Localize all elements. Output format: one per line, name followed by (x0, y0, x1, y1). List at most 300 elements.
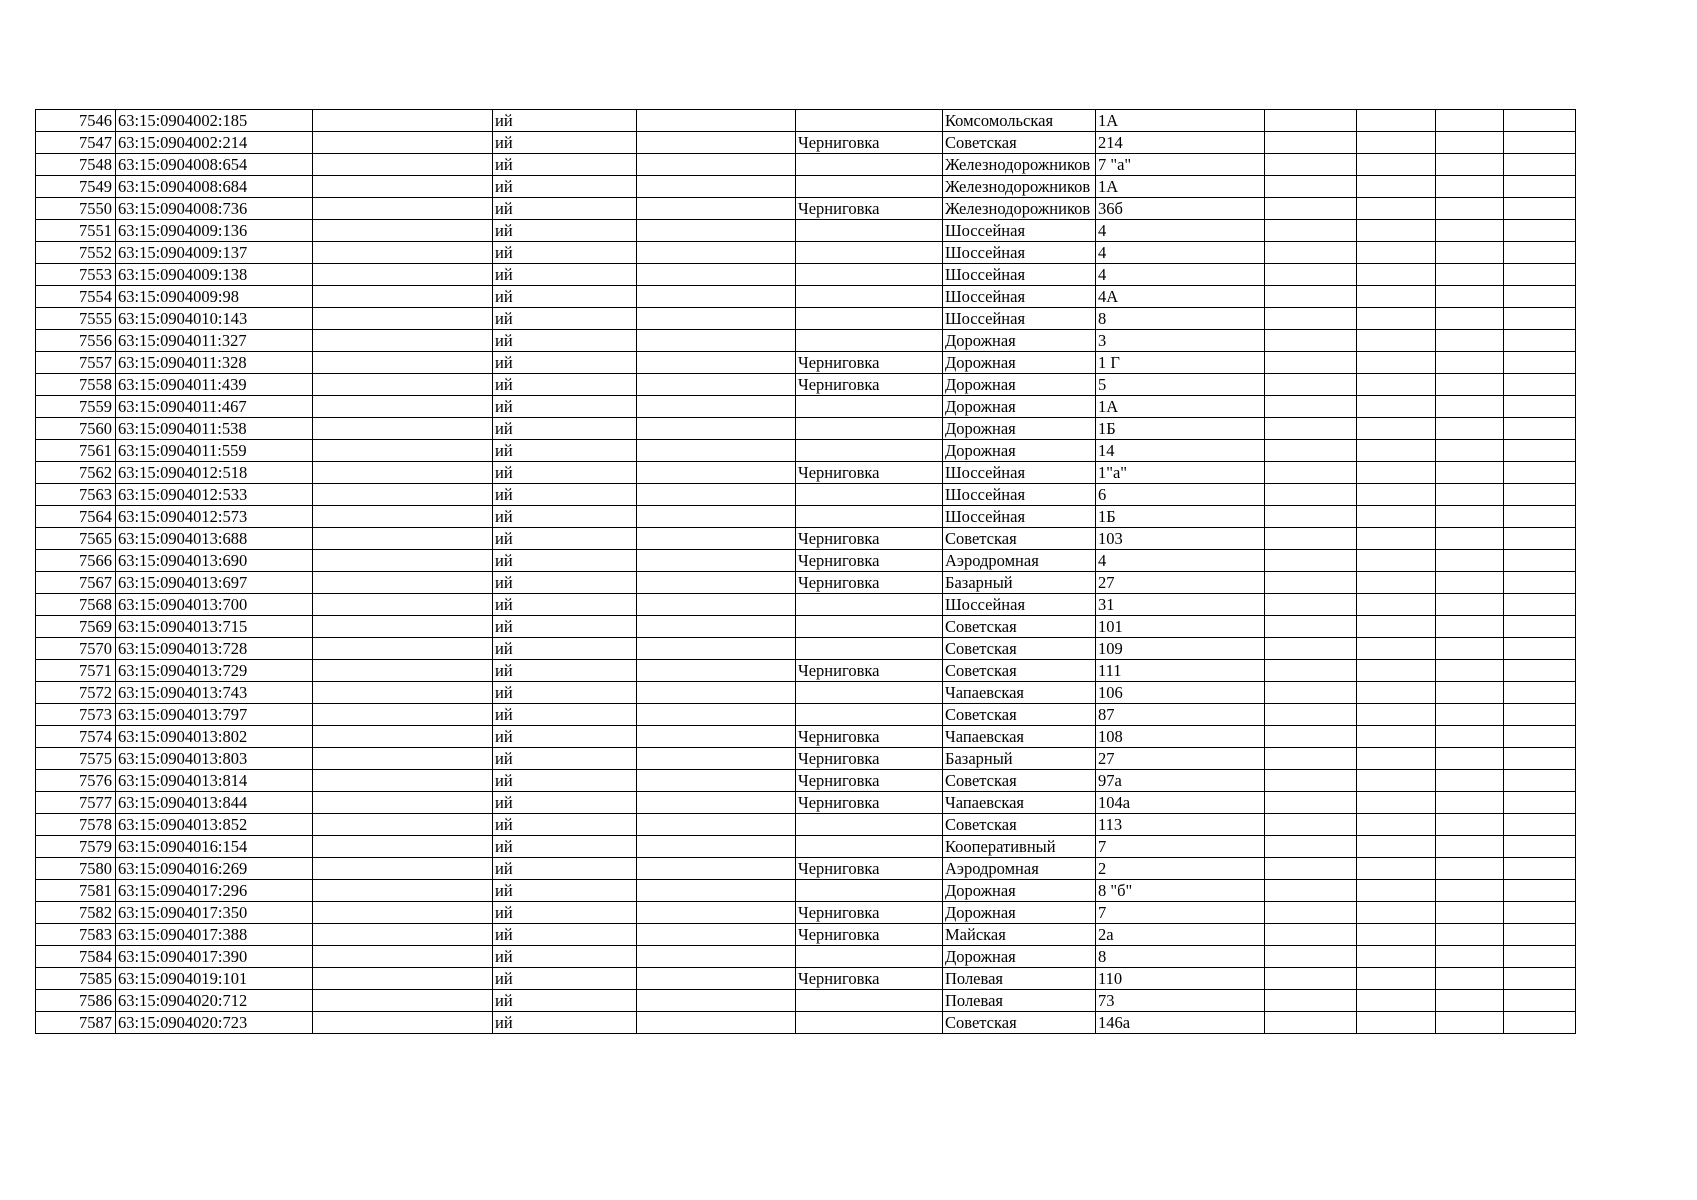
empty-cell (1504, 374, 1576, 396)
empty-cell (1436, 506, 1504, 528)
street-cell: Шоссейная (943, 462, 1096, 484)
empty-cell (1504, 154, 1576, 176)
locality-cell: Черниговка (796, 660, 943, 682)
cadastral-number-cell: 63:15:0904011:328 (116, 352, 313, 374)
row-number-cell: 7557 (36, 352, 116, 374)
empty-cell (637, 484, 796, 506)
empty-cell (1357, 550, 1436, 572)
empty-cell (1265, 858, 1357, 880)
empty-cell (1504, 528, 1576, 550)
row-number-cell: 7546 (36, 110, 116, 132)
street-cell: Аэродромная (943, 550, 1096, 572)
locality-cell: Черниговка (796, 572, 943, 594)
table-row (36, 968, 1576, 990)
house-cell: 101 (1096, 616, 1265, 638)
empty-cell (1436, 176, 1504, 198)
empty-cell (313, 528, 493, 550)
street-cell: Дорожная (943, 396, 1096, 418)
house-cell: 97а (1096, 770, 1265, 792)
empty-cell (1504, 594, 1576, 616)
empty-cell (1436, 572, 1504, 594)
empty-cell (1436, 946, 1504, 968)
empty-cell (1504, 198, 1576, 220)
table-row (36, 176, 1576, 198)
locality-cell (796, 682, 943, 704)
street-cell: Дорожная (943, 418, 1096, 440)
empty-cell (637, 462, 796, 484)
empty-cell (313, 220, 493, 242)
empty-cell (1436, 1012, 1504, 1034)
house-cell: 8 "б" (1096, 880, 1265, 902)
empty-cell (1357, 1012, 1436, 1034)
house-cell: 27 (1096, 748, 1265, 770)
house-cell: 87 (1096, 704, 1265, 726)
cadastral-number-cell: 63:15:0904013:688 (116, 528, 313, 550)
house-cell: 113 (1096, 814, 1265, 836)
empty-cell (1436, 132, 1504, 154)
type-cell: ий (493, 682, 637, 704)
type-cell: ий (493, 220, 637, 242)
house-cell: 4 (1096, 264, 1265, 286)
type-cell: ий (493, 110, 637, 132)
cadastral-number-cell: 63:15:0904017:350 (116, 902, 313, 924)
house-cell: 2а (1096, 924, 1265, 946)
cadastral-number-cell: 63:15:0904013:743 (116, 682, 313, 704)
empty-cell (1265, 484, 1357, 506)
empty-cell (637, 198, 796, 220)
empty-cell (1357, 242, 1436, 264)
street-cell: Дорожная (943, 440, 1096, 462)
locality-cell (796, 638, 943, 660)
cadastral-number-cell: 63:15:0904013:802 (116, 726, 313, 748)
row-number-cell: 7580 (36, 858, 116, 880)
street-cell: Советская (943, 616, 1096, 638)
table-row (36, 308, 1576, 330)
empty-cell (1265, 352, 1357, 374)
table-row (36, 220, 1576, 242)
empty-cell (1436, 704, 1504, 726)
empty-cell (1504, 352, 1576, 374)
type-cell: ий (493, 638, 637, 660)
type-cell: ий (493, 924, 637, 946)
empty-cell (1265, 968, 1357, 990)
empty-cell (313, 836, 493, 858)
empty-cell (1265, 308, 1357, 330)
cadastral-number-cell: 63:15:0904011:538 (116, 418, 313, 440)
locality-cell (796, 814, 943, 836)
empty-cell (1504, 836, 1576, 858)
type-cell: ий (493, 176, 637, 198)
empty-cell (1504, 110, 1576, 132)
locality-cell (796, 440, 943, 462)
row-number-cell: 7549 (36, 176, 116, 198)
empty-cell (313, 748, 493, 770)
empty-cell (637, 528, 796, 550)
house-cell: 4 (1096, 242, 1265, 264)
street-cell: Железнодорожников (943, 154, 1096, 176)
empty-cell (1357, 396, 1436, 418)
empty-cell (1265, 1012, 1357, 1034)
cadastral-number-cell: 63:15:0904013:729 (116, 660, 313, 682)
table-row (36, 242, 1576, 264)
street-cell: Советская (943, 528, 1096, 550)
empty-cell (1436, 660, 1504, 682)
empty-cell (637, 814, 796, 836)
property-register-table (35, 109, 1576, 1034)
row-number-cell: 7579 (36, 836, 116, 858)
empty-cell (1357, 506, 1436, 528)
empty-cell (1357, 418, 1436, 440)
empty-cell (1436, 110, 1504, 132)
street-cell: Советская (943, 770, 1096, 792)
house-cell: 103 (1096, 528, 1265, 550)
type-cell: ий (493, 902, 637, 924)
empty-cell (637, 506, 796, 528)
empty-cell (637, 220, 796, 242)
table-row (36, 330, 1576, 352)
house-cell: 1"а" (1096, 462, 1265, 484)
table-row (36, 594, 1576, 616)
street-cell: Базарный (943, 748, 1096, 770)
empty-cell (1265, 814, 1357, 836)
row-number-cell: 7571 (36, 660, 116, 682)
locality-cell (796, 110, 943, 132)
empty-cell (313, 572, 493, 594)
empty-cell (1436, 220, 1504, 242)
table-row (36, 352, 1576, 374)
table-row (36, 264, 1576, 286)
row-number-cell: 7575 (36, 748, 116, 770)
empty-cell (1504, 902, 1576, 924)
locality-cell (796, 704, 943, 726)
empty-cell (637, 1012, 796, 1034)
empty-cell (637, 594, 796, 616)
row-number-cell: 7568 (36, 594, 116, 616)
locality-cell: Черниговка (796, 968, 943, 990)
row-number-cell: 7561 (36, 440, 116, 462)
empty-cell (1265, 330, 1357, 352)
empty-cell (1504, 572, 1576, 594)
house-cell: 2 (1096, 858, 1265, 880)
table-row (36, 792, 1576, 814)
row-number-cell: 7554 (36, 286, 116, 308)
empty-cell (1357, 308, 1436, 330)
empty-cell (1265, 154, 1357, 176)
empty-cell (1436, 352, 1504, 374)
locality-cell (796, 880, 943, 902)
empty-cell (1436, 330, 1504, 352)
empty-cell (637, 990, 796, 1012)
cadastral-number-cell: 63:15:0904020:723 (116, 1012, 313, 1034)
empty-cell (1265, 550, 1357, 572)
street-cell: Шоссейная (943, 506, 1096, 528)
row-number-cell: 7585 (36, 968, 116, 990)
row-number-cell: 7566 (36, 550, 116, 572)
row-number-cell: 7558 (36, 374, 116, 396)
empty-cell (1265, 792, 1357, 814)
locality-cell (796, 836, 943, 858)
empty-cell (313, 682, 493, 704)
empty-cell (313, 814, 493, 836)
empty-cell (313, 946, 493, 968)
locality-cell: Черниговка (796, 528, 943, 550)
cadastral-number-cell: 63:15:0904011:559 (116, 440, 313, 462)
empty-cell (313, 374, 493, 396)
empty-cell (1357, 572, 1436, 594)
empty-cell (1265, 660, 1357, 682)
cadastral-number-cell: 63:15:0904013:728 (116, 638, 313, 660)
empty-cell (1265, 220, 1357, 242)
cadastral-number-cell: 63:15:0904017:390 (116, 946, 313, 968)
locality-cell: Черниговка (796, 902, 943, 924)
empty-cell (313, 550, 493, 572)
cadastral-number-cell: 63:15:0904012:518 (116, 462, 313, 484)
empty-cell (637, 924, 796, 946)
locality-cell: Черниговка (796, 792, 943, 814)
row-number-cell: 7573 (36, 704, 116, 726)
row-number-cell: 7586 (36, 990, 116, 1012)
empty-cell (313, 990, 493, 1012)
row-number-cell: 7576 (36, 770, 116, 792)
cadastral-number-cell: 63:15:0904013:715 (116, 616, 313, 638)
empty-cell (1436, 484, 1504, 506)
empty-cell (1436, 902, 1504, 924)
house-cell: 4А (1096, 286, 1265, 308)
cadastral-number-cell: 63:15:0904013:852 (116, 814, 313, 836)
empty-cell (1357, 726, 1436, 748)
house-cell: 7 "а" (1096, 154, 1265, 176)
locality-cell: Черниговка (796, 924, 943, 946)
row-number-cell: 7563 (36, 484, 116, 506)
empty-cell (313, 154, 493, 176)
type-cell: ий (493, 484, 637, 506)
table-row (36, 880, 1576, 902)
empty-cell (313, 176, 493, 198)
type-cell: ий (493, 858, 637, 880)
empty-cell (1265, 132, 1357, 154)
empty-cell (1357, 792, 1436, 814)
empty-cell (1504, 770, 1576, 792)
house-cell: 110 (1096, 968, 1265, 990)
locality-cell (796, 264, 943, 286)
empty-cell (1504, 946, 1576, 968)
type-cell: ий (493, 198, 637, 220)
type-cell: ий (493, 836, 637, 858)
street-cell: Шоссейная (943, 220, 1096, 242)
type-cell: ий (493, 418, 637, 440)
type-cell: ий (493, 704, 637, 726)
empty-cell (1265, 704, 1357, 726)
empty-cell (1265, 110, 1357, 132)
table-row (36, 616, 1576, 638)
empty-cell (1504, 814, 1576, 836)
house-cell: 104а (1096, 792, 1265, 814)
type-cell: ий (493, 374, 637, 396)
table-row (36, 726, 1576, 748)
empty-cell (637, 286, 796, 308)
table-row (36, 440, 1576, 462)
cadastral-number-cell: 63:15:0904009:138 (116, 264, 313, 286)
empty-cell (1436, 880, 1504, 902)
empty-cell (1357, 880, 1436, 902)
street-cell: Железнодорожников (943, 176, 1096, 198)
empty-cell (313, 924, 493, 946)
empty-cell (637, 880, 796, 902)
house-cell: 27 (1096, 572, 1265, 594)
empty-cell (637, 440, 796, 462)
empty-cell (1436, 792, 1504, 814)
type-cell: ий (493, 440, 637, 462)
type-cell: ий (493, 330, 637, 352)
table-body (36, 110, 1576, 1034)
street-cell: Шоссейная (943, 484, 1096, 506)
empty-cell (1504, 616, 1576, 638)
empty-cell (1504, 550, 1576, 572)
locality-cell (796, 594, 943, 616)
empty-cell (1436, 814, 1504, 836)
street-cell: Аэродромная (943, 858, 1096, 880)
street-cell: Майская (943, 924, 1096, 946)
empty-cell (1357, 704, 1436, 726)
empty-cell (1504, 308, 1576, 330)
empty-cell (637, 110, 796, 132)
house-cell: 4 (1096, 220, 1265, 242)
table-row (36, 902, 1576, 924)
street-cell: Чапаевская (943, 726, 1096, 748)
cadastral-number-cell: 63:15:0904013:690 (116, 550, 313, 572)
empty-cell (1357, 946, 1436, 968)
row-number-cell: 7583 (36, 924, 116, 946)
locality-cell (796, 418, 943, 440)
empty-cell (1436, 396, 1504, 418)
type-cell: ий (493, 462, 637, 484)
locality-cell (796, 330, 943, 352)
row-number-cell: 7547 (36, 132, 116, 154)
type-cell: ий (493, 770, 637, 792)
empty-cell (313, 858, 493, 880)
empty-cell (1436, 528, 1504, 550)
type-cell: ий (493, 990, 637, 1012)
empty-cell (1357, 352, 1436, 374)
empty-cell (1265, 462, 1357, 484)
empty-cell (1436, 462, 1504, 484)
cadastral-number-cell: 63:15:0904013:803 (116, 748, 313, 770)
row-number-cell: 7584 (36, 946, 116, 968)
empty-cell (1357, 110, 1436, 132)
locality-cell (796, 308, 943, 330)
empty-cell (637, 550, 796, 572)
empty-cell (1504, 704, 1576, 726)
empty-cell (1504, 506, 1576, 528)
locality-cell (796, 946, 943, 968)
table-row (36, 704, 1576, 726)
empty-cell (1504, 176, 1576, 198)
empty-cell (637, 704, 796, 726)
empty-cell (1436, 286, 1504, 308)
street-cell: Шоссейная (943, 242, 1096, 264)
house-cell: 214 (1096, 132, 1265, 154)
empty-cell (1265, 902, 1357, 924)
empty-cell (1504, 968, 1576, 990)
type-cell: ий (493, 352, 637, 374)
row-number-cell: 7555 (36, 308, 116, 330)
empty-cell (1504, 330, 1576, 352)
empty-cell (1504, 132, 1576, 154)
row-number-cell: 7578 (36, 814, 116, 836)
table-row (36, 506, 1576, 528)
house-cell: 73 (1096, 990, 1265, 1012)
empty-cell (1504, 748, 1576, 770)
empty-cell (1504, 484, 1576, 506)
cadastral-number-cell: 63:15:0904013:844 (116, 792, 313, 814)
type-cell: ий (493, 814, 637, 836)
empty-cell (637, 154, 796, 176)
empty-cell (313, 352, 493, 374)
table-row (36, 110, 1576, 132)
empty-cell (1436, 682, 1504, 704)
empty-cell (1357, 198, 1436, 220)
empty-cell (1436, 440, 1504, 462)
empty-cell (1504, 660, 1576, 682)
row-number-cell: 7574 (36, 726, 116, 748)
table-row (36, 638, 1576, 660)
empty-cell (1436, 594, 1504, 616)
empty-cell (1265, 748, 1357, 770)
house-cell: 36б (1096, 198, 1265, 220)
table-row (36, 286, 1576, 308)
type-cell: ий (493, 880, 637, 902)
table-row (36, 462, 1576, 484)
empty-cell (637, 638, 796, 660)
empty-cell (1357, 660, 1436, 682)
cadastral-number-cell: 63:15:0904010:143 (116, 308, 313, 330)
empty-cell (637, 682, 796, 704)
type-cell: ий (493, 132, 637, 154)
empty-cell (1357, 528, 1436, 550)
house-cell: 14 (1096, 440, 1265, 462)
street-cell: Шоссейная (943, 264, 1096, 286)
house-cell: 8 (1096, 946, 1265, 968)
empty-cell (1436, 550, 1504, 572)
empty-cell (1265, 198, 1357, 220)
type-cell: ий (493, 506, 637, 528)
row-number-cell: 7556 (36, 330, 116, 352)
empty-cell (637, 902, 796, 924)
empty-cell (1357, 748, 1436, 770)
empty-cell (1504, 682, 1576, 704)
empty-cell (1357, 594, 1436, 616)
table-row (36, 770, 1576, 792)
empty-cell (1357, 990, 1436, 1012)
type-cell: ий (493, 726, 637, 748)
empty-cell (1357, 132, 1436, 154)
street-cell: Дорожная (943, 352, 1096, 374)
empty-cell (313, 880, 493, 902)
street-cell: Дорожная (943, 880, 1096, 902)
empty-cell (1504, 638, 1576, 660)
empty-cell (313, 968, 493, 990)
empty-cell (637, 748, 796, 770)
empty-cell (313, 594, 493, 616)
type-cell: ий (493, 660, 637, 682)
table-row (36, 374, 1576, 396)
type-cell: ий (493, 616, 637, 638)
empty-cell (1265, 770, 1357, 792)
empty-cell (637, 242, 796, 264)
row-number-cell: 7587 (36, 1012, 116, 1034)
house-cell: 1Б (1096, 418, 1265, 440)
table-row (36, 154, 1576, 176)
